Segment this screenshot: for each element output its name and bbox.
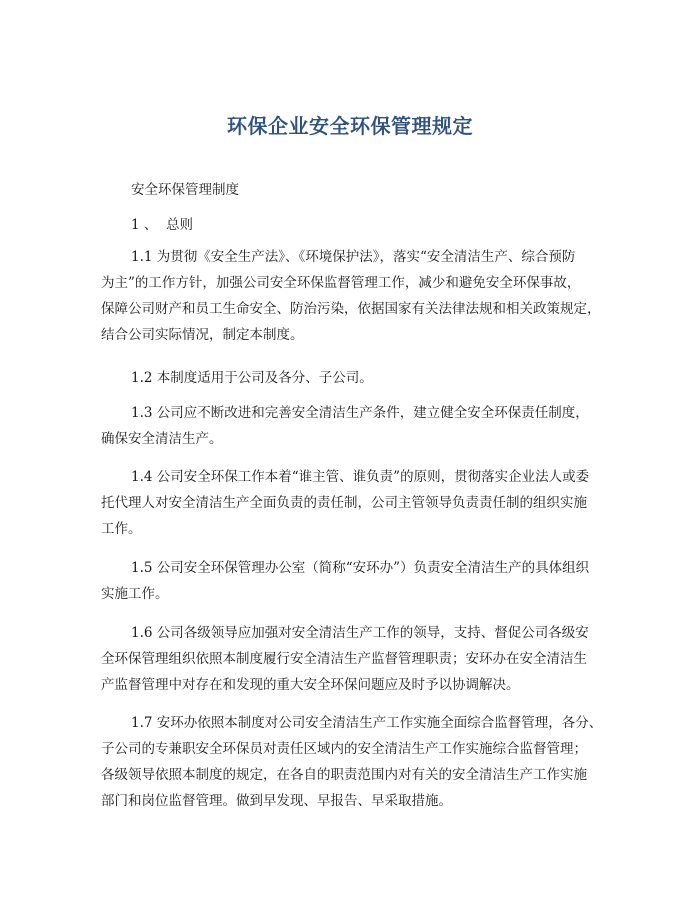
paragraph-line: 1.2 本制度适用于公司及各分、子公司。 (131, 370, 373, 386)
paragraph-1-2 (101, 365, 611, 391)
document-subtitle: 安全环保管理制度 (131, 182, 239, 198)
paragraph-line: 1.5 公司安全环保管理办公室（简称“安环办”）负责安全清洁生产的具体组织 (131, 560, 590, 576)
paragraph-line: 子公司的专兼职安全环保员对责任区域内的安全清洁生产工作实施综合监督管理； (101, 741, 587, 757)
paragraph-line: 1.1 为贯彻《安全生产法》、《环境保护法》，落实“安全清洁生产、综合预防 (131, 249, 576, 265)
paragraph-line: 工作。 (101, 521, 142, 537)
paragraph-line: 保障公司财产和员工生命安全、防治污染，依据国家有关法律法规和相关政策规定， (101, 301, 601, 317)
paragraph-line: 1.7 安环办依照本制度对公司安全清洁生产工作实施全面综合监督管理，各分、 (131, 715, 603, 731)
paragraph-line: 各级领导依照本制度的规定，在各自的职责范围内对有关的安全清洁生产工作实施 (101, 767, 587, 783)
paragraph-line: 实施工作。 (101, 586, 169, 602)
paragraph-1-1 (101, 244, 611, 348)
paragraph-1-4 (101, 464, 611, 542)
paragraph-line: 1.4 公司安全环保工作本着“谁主管、谁负责”的原则，贯彻落实企业法人或委 (131, 469, 590, 485)
paragraph-1-3 (101, 400, 611, 452)
section-heading (131, 213, 193, 233)
paragraph-1-5 (101, 555, 611, 607)
paragraph-1-7 (101, 710, 611, 814)
paragraph-line: 托代理人对安全清洁生产全面负责的责任制，公司主管领导负责责任制的组织实施 (101, 495, 587, 511)
section-heading-text: 1 、 总则 (131, 217, 193, 233)
paragraph-line: 结合公司实际情况，制定本制度。 (101, 327, 304, 343)
paragraph-line: 产监督管理中对存在和发现的重大安全环保问题应及时予以协调解决。 (101, 677, 520, 693)
paragraph-1-6 (101, 620, 611, 698)
paragraph-line: 为主”的工作方针，加强公司安全环保监督管理工作，减少和避免安全环保事故， (101, 275, 581, 291)
paragraph-line: 1.3 公司应不断改进和完善安全清洁生产条件，建立健全安全环保责任制度， (131, 405, 589, 421)
paragraph-line: 部门和岗位监督管理。做到早发现、早报告、早采取措施。 (101, 793, 452, 809)
paragraph-line: 全环保管理组织依照本制度履行安全清洁生产监督管理职责；安环办在安全清洁生 (101, 651, 587, 667)
paragraph-line: 确保安全清洁生产。 (101, 431, 223, 447)
document-title: 环保企业安全环保管理规定 (227, 114, 473, 138)
paragraph-line: 1.6 公司各级领导应加强对安全清洁生产工作的领导，支持、督促公司各级安 (131, 625, 589, 641)
